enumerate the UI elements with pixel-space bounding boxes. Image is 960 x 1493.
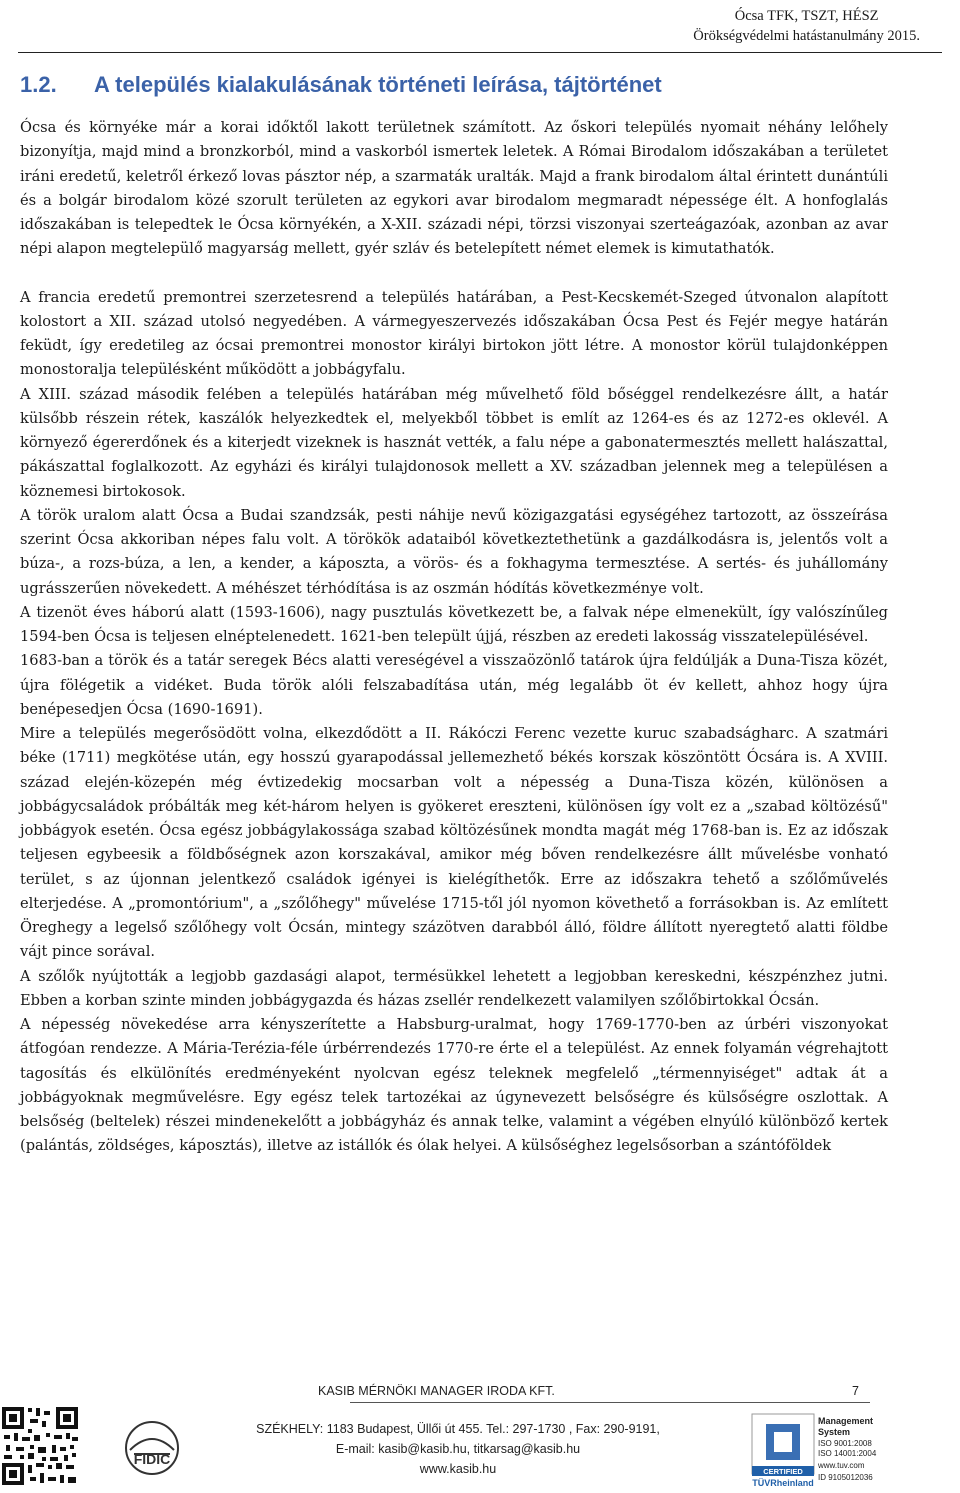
paragraph: A XIII. század második felében a település határában még művelhető föld bőséggel rendelkezésre állt, a határ külsőbb részein rétek, kaszálók helyezkedtek el, melyekből többet is említ az 1264-es és az 1272-es oklevél. A környező égererdőnek és a kiterjedt vizeknek is hasznát vették, a falu népe a gabonatermesztés mellett halászattal, pákászattal foglalkozott. Az egyházi és királyi tulajdonosok mellett a XV. században jelennek meg a településen a köznemesi birtokosok. [20, 385, 888, 500]
header-line-1: Ócsa TFK, TSZT, HÉSZ [734, 8, 879, 24]
section-title: A település kialakulásának történeti leírása, tájtörténet [94, 72, 662, 97]
header-line-2: Örökségvédelmi hatástanulmány 2015. [693, 28, 920, 44]
fidic-text: FIDIC [133, 1451, 171, 1467]
tuv-certification-icon [736, 1410, 960, 1490]
footer-divider [350, 1402, 870, 1403]
paragraph: A török uralom alatt Ócsa a Budai szandzsák, pesti náhije nevű közigazgatási egységéhez tartozott, az összeírása szerint Ócsa akkoriban népes falu volt. A törökök adataiból következtethetünk a gazdálkodásra is, jelentős volt a búza-, a rozs-búza, a len, a kender, a káposzta, a vörös- és a fokhagyma termesztése. A sertés- és juhállomány ugrásszerűen növekedett. A méhészet térhódítása is az oszmán hódítás következménye volt. [20, 506, 888, 597]
fidic-logo-icon [112, 1420, 192, 1482]
qr-code-icon [0, 1405, 80, 1487]
page-number: 7 [852, 1384, 859, 1398]
body-text [20, 116, 888, 1159]
cert-line-3: ISO 9001:2008 [818, 1439, 872, 1448]
footer-email: E-mail: kasib@kasib.hu, titkarsag@kasib.hu [335, 1442, 581, 1456]
cert-line-1: Management [818, 1416, 874, 1426]
cert-line-4: ISO 14001:2004 [818, 1449, 877, 1458]
paragraph: 1683-ban a török és a tatár seregek Bécs alatti vereségével a visszaözönlő tatárok újra feldúlják a Duna-Tisza közét, újra fölégetik a vidéket. Buda török alóli felszabadítása után, még legalább öt év kellett, ahhoz hogy újra benépesedjen Ócsa (1690-1691). [20, 652, 888, 718]
certified-text: CERTIFIED [763, 1467, 803, 1476]
section-heading [20, 72, 662, 98]
footer-address: SZÉKHELY: 1183 Budapest, Üllői út 455. Tel.: 297-1730 , Fax: 290-9191, [256, 1422, 660, 1436]
footer-company: KASIB MÉRNÖKI MANAGER IRODA KFT. [318, 1384, 555, 1398]
tuv-brand-text: TÜVRheinland [752, 1478, 814, 1488]
paragraph: A tizenöt éves háború alatt (1593-1606), nagy pusztulás következett be, a falvak népe elmenekült, így valószínűleg 1594-ben Ócsa is teljesen elnéptelenedett. 1621-ben települt újjá, részben az eredeti lakosság visszatelepülésével. [20, 603, 888, 645]
running-header [693, 6, 920, 46]
paragraph: A francia eredetű premontrei szerzetesrend a település határában, a Pest-Kecskemét-Szeged útvonalon alapított kolostort a XII. század utolsó negyedében. A vármegyeszervezés időszakában Ócsa Pest és Fejér megye határán feküdt, így eredetileg az ócsai premontrei monostor királyi birtokon jött létre. A monostor körül tulajdonképpen monostoralja településként működött a jobbágyfalu. [20, 288, 888, 379]
cert-line-5: ID 9105012036 [818, 1473, 873, 1482]
paragraph: A szőlők nyújtották a legjobb gazdasági alapot, termésükkel lehetett a legjobban kereskedni, készpénzhez jutni. Ebben a korban szinte minden jobbágygazda és házas zsellér rendelkezett valamilyen szőlőbirtokkal Ócsán. [20, 967, 888, 1009]
header-divider [18, 52, 942, 53]
section-number: 1.2. [20, 72, 57, 97]
cert-website: www.tuv.com [818, 1461, 865, 1470]
paragraph: Ócsa és környéke már a korai időktől lakott területnek számított. Az őskori település nyomait néhány lelőhely bizonyítja, majd mind a bronzkorból, mind a vaskorból ismertek leletek. A Római Birodalom időszakában a területet iráni eredetű, keletről érkező lovas pásztor nép, a szarmaták uralták. Majd a frank birodalom által érintett dunántúli és a bolgár birodalom közé szorult területen az egykori avar birodalom megmaradt népessége élt. A honfoglalás időszakában is telepedtek le Ócsa környékén, a X-XII. századi népi, törzsi viszonyai szerteágazóak, azonban az avar népi alapon megtelepülő magyarság mellett, gyér szláv és betelepített német elemek is kimutathatók. [20, 119, 888, 258]
paragraph: A népesség növekedése arra kényszerítette a Habsburg-uralmat, hogy 1769-1770-ben az úrbéri viszonyokat átfogóan rendezze. A Mária-Terézia-féle úrbérrendezés 1770-re érte el a települést. Az ennek folyamán végrehajtott tagosítás és elkülönítés eredményeként nyolcvan egész teleknek megfelelő „térmennyiséget" adtak át a jobbágyoknak megművelésre. Egy egész telek tartozékai az úgynevezett belsőségre és külsőségre oszlottak. A belsőség (beltelek) részei mindenekelőtt a jobbágyház és annak telke, valamint a végében elnyúló különböző kertek (palántás, zöldséges, káposztás), illetve az istállók és ólak helyei. A külsőséghez legelsősorban a szántóföldek [20, 1016, 888, 1155]
paragraph: Mire a település megerősödött volna, elkezdődött a II. Rákóczi Ferenc vezette kuruc szabadságharc. A szatmári béke (1711) megkötése után, egy hosszú gyarapodással jellemezhető békés korszak köszöntött Ócsára is. A XVIII. század elején-közepén még évtizedekig mocsarban volt a népesség a Duna-Tisza közén, különösen a jobbágycsaládok próbálták meg két-három helyen is gyökeret ereszteni, különösen így volt ez a „szabad költözésű" jobbágyok esetén. Ócsa egész jobbágylakossága szabad költözésűnek mondta magát még 1768-ban is. Ez az időszak teljesen egybeesik a földbőségnek azon korszakával, amikor még bőven rendelkezésre állt művelésbe vonható terület, s az újonnan jelentkező családok igényei is kielégíthetők. Erre az időszakra tehető a szőlőművelés elterjedése. A „promontórium", a „szőlőhegy" művelése 1715-től jól nyomon követhető a forrásokban is. Az említett Öreghegy a legelső szőlőhegy volt Ócsán, mintegy százötven darabból álló, földre állított nyeregtető alatti földbe vájt pince sorával. [20, 725, 888, 961]
footer-website: www.kasib.hu [419, 1462, 497, 1476]
cert-line-2: System [818, 1427, 851, 1437]
